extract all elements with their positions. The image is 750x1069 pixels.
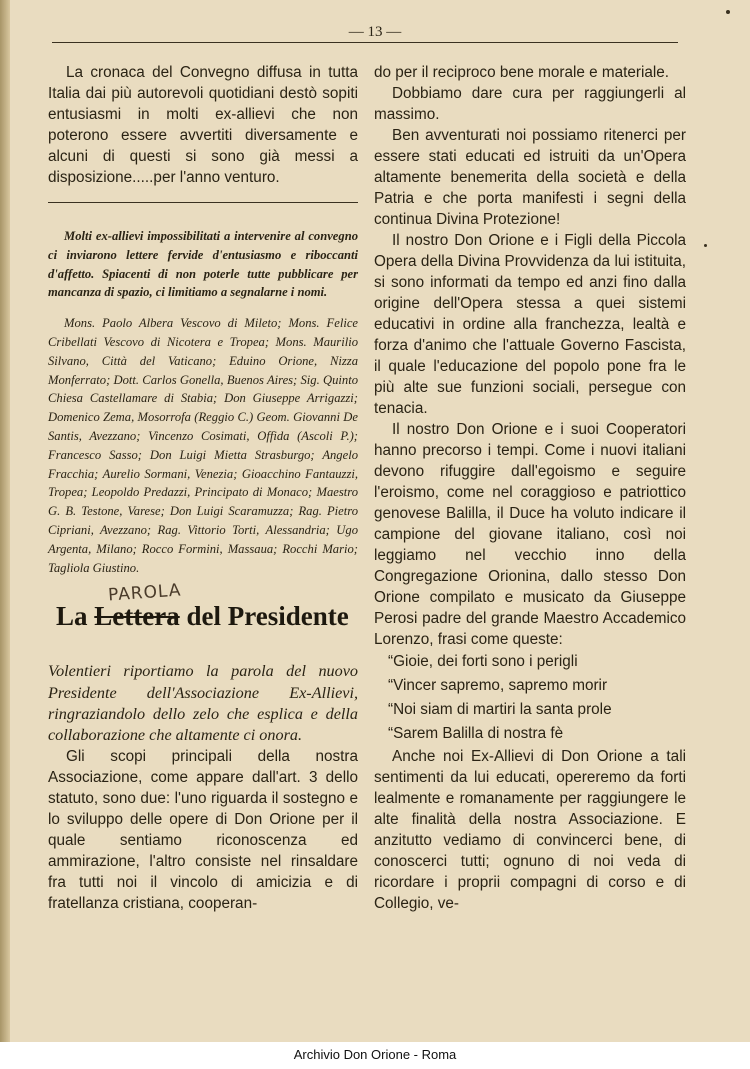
article-paragraph: Dobbiamo dare cura per raggiungerli al massimo.	[374, 85, 686, 123]
article-paragraph: Gli scopi principali della nostra Associazione, come appare dall'art. 3 dello statuto, sono due: l'uno riguarda il sostegno e lo sviluppo delle opere di Don Orione per il quale sentiamo riconoscenza ed ammirazione, l'altro consiste nel rinsaldare fra tutti noi il vincolo di amicizia e di fratellanza cristiana, cooperan-	[48, 748, 358, 913]
hymn-verse: “Noi siam di martiri la santa prole	[388, 701, 612, 718]
notice-names: Mons. Paolo Albera Vescovo di Mileto; Mons. Felice Cribellati Vescovo di Nicotera e Tropea; Mons. Maurilio Silvano, Città del Vaticano; Eduino Orione, Nizza Monferrato; Dott. Carlos Gonella, Buenos Aires; Sig. Quinto Chiesa Castellamare di Stabia; Don Giuseppe Arrigazzi; Domenico Zema, Mosorrofa (Reggio C.) Geom. Giovanni De Santis, Avezzano; Vincenzo Cosimati, Offida (Ascoli P.); Francesco Sasso; Don Luigi Mietta Strasburgo; Angelo Fracchia; Aurelio Sormani, Venezia; Gioacchino Fantauzzi, Tropea; Leopoldo Predazzi, Principato di Monaco; Maestro G. B. Testone, Varese; Don Luigi Scaramuzza; Rag. Pietro Cipriani, Avezzano; Rag. Vittorio Torti, Alessandria; Ugo Argenta, Milano; Rocco Formini, Massaua; Rocchi Mario; Tagliola Giustino.	[48, 316, 358, 575]
article-paragraph: Ben avventurati noi possiamo ritenerci per essere stati educati ed istruiti da un'Opera altamente benemerita della società e della Patria e che porta manifesti i segni della continua Divina Protezione!	[374, 127, 686, 228]
article-paragraph: do per il reciproco bene morale e materiale.	[374, 64, 670, 81]
section-divider	[48, 202, 358, 203]
article-paragraph: Anche noi Ex-Allievi di Don Orione a tali sentimenti da lui educati, opereremo da forti lealmente e romanamente per raggiungere le alte finalità della nostra Associazione. E anzitutto vediamo di convincerci bene, di conoscerci tutti; ognuno di noi veda di ricordare i proprii compagni di corso e di Collegio, ve-	[374, 748, 686, 912]
hymn-verse: “Sarem Balilla di nostra fè	[388, 725, 564, 742]
article-paragraph: Il nostro Don Orione e i Figli della Piccola Opera della Divina Provvidenza da lui istituita, si sono informati da tempo ed anzi fino dalla origine dell'Opera stessa a quei sistemi educativi in ordine alla franchezza, lealtà e forza d'animo che l'attuale Governo Fascista, il quale l'educazione del popolo pone fra le più alte sue funzioni sociali, persegue con tenacia.	[374, 232, 686, 417]
speck-mark	[726, 10, 730, 14]
notice-intro: Molti ex-allievi impossibilitati a intervenire al convegno ci inviarono lettere fervide d'entusiasmo e riboccanti d'affetto. Spiacenti di non poterle tutte pubblicare per mancanza di spazio, ci limitiamo a segnalarne i nomi.	[48, 229, 358, 300]
article-title-block	[48, 580, 358, 647]
hymn-verse: “Gioie, dei forti sono i perigli	[388, 653, 578, 670]
article-paragraph: Il nostro Don Orione e i suoi Cooperatori hanno precorso i tempi. Come i nuovi italiani devono rifuggire dall'egoismo e seguire l'eroismo, come nel coraggioso e patriottico genovese Balilla, il Duce ha voluto indicare il campione del giovane italiano, così noi leggiamo nel vecchio inno della Congregazione Orionina, dallo stesso Don Orione compilato e musicato da Giuseppe Perosi padre del grande Maestro Accademico Lorenzo, frasi come queste:	[374, 421, 686, 648]
convegno-paragraph: La cronaca del Convegno diffusa in tutta Italia dai più autorevoli quotidiani destò sopiti entusiasmi in molti ex-allievi che non poterono essere avvertiti diversamente e alcuni di questi si sono già messi a disposizione.....per l'anno venturo.	[48, 64, 358, 186]
article-lead: Volentieri riportiamo la parola del nuovo Presidente dell'Associazione Ex-Allievi, ringraziandolo dello zelo che esplica e della collaborazione che altamente ci onora.	[48, 662, 358, 744]
left-column	[48, 62, 358, 914]
header-rule	[52, 42, 678, 43]
page-number: — 13 —	[348, 24, 402, 40]
title-struck-word: Lettera	[94, 601, 180, 632]
page-binding-edge	[0, 0, 10, 1069]
article-title	[56, 601, 349, 632]
right-column	[374, 62, 686, 914]
hymn-verse: “Vincer sapremo, sapremo morir	[388, 677, 608, 694]
handwritten-note: PAROLA	[107, 580, 183, 606]
archive-footer: Archivio Don Orione - Roma	[293, 1047, 457, 1062]
title-pre: La	[56, 601, 95, 632]
speck-mark	[704, 244, 707, 247]
title-post: del Presidente	[179, 601, 349, 632]
